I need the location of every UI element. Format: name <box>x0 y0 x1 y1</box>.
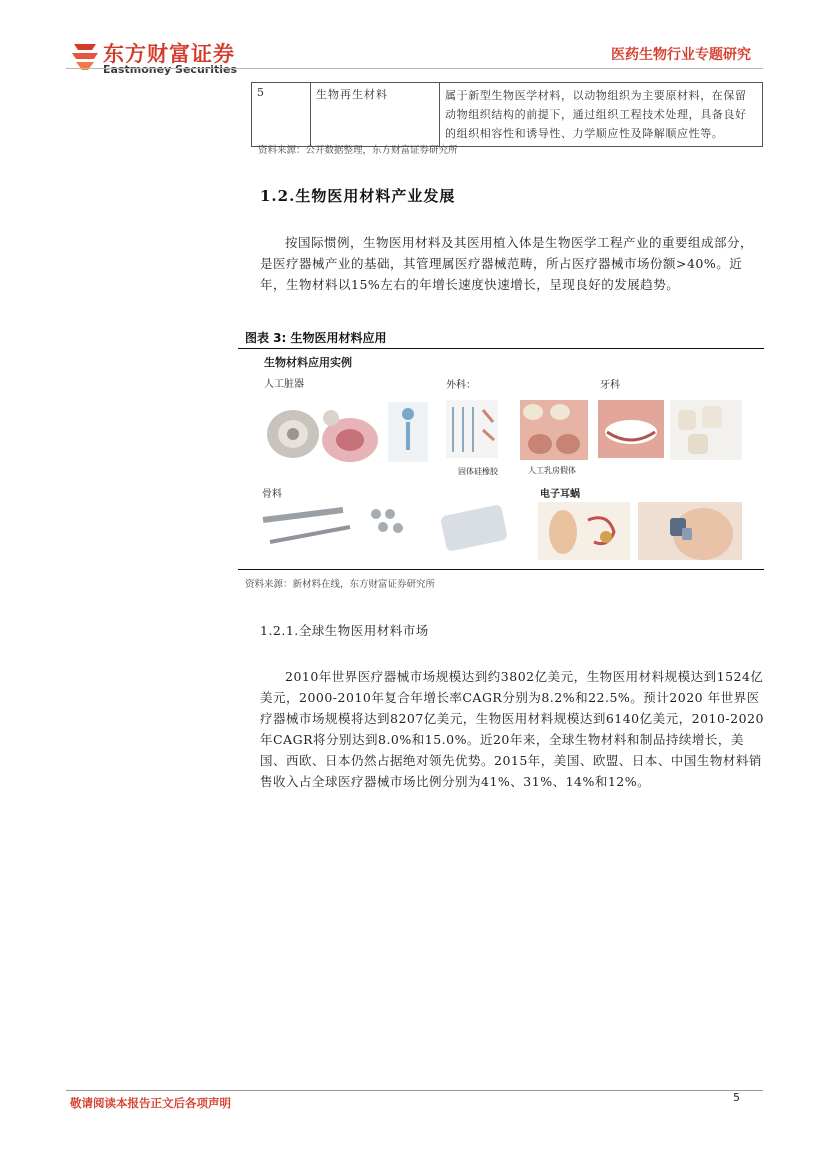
header-divider <box>66 68 763 69</box>
table-row <box>252 83 763 147</box>
label-breast: 人工乳房假体 <box>528 466 576 475</box>
footer-divider <box>66 1090 763 1091</box>
logo-text-en: Eastmoney Securities <box>103 63 238 76</box>
figure-bottom-rule <box>238 569 764 570</box>
figure-source: 资料来源：新材料在线，东方财富证券研究所 <box>245 579 436 590</box>
disclaimer-link[interactable]: 敬请阅读本报告正文后各项声明 <box>70 1096 231 1110</box>
label-surgery: 外科： <box>446 380 476 391</box>
table-source: 资料来源：公开数据整理，东方财富证券研究所 <box>258 145 458 156</box>
section-heading: 1.2.生物医用材料产业发展 <box>260 187 456 205</box>
paragraph-text: 按国际惯例，生物医用材料及其医用植入体是生物医学工程产业的重要组成部分，是医疗器械产业的基础，其管理属医疗器械范畴，所占医疗器械市场份额>40%。近年，生物材料以15%左右的年增长速度快速增长，呈现良好的发展趋势。 <box>260 235 754 292</box>
label-silicone: 固体硅橡胶 <box>458 467 498 476</box>
table-cell-no: 5 <box>252 83 311 147</box>
paragraph-text: 2010年世界医疗器械市场规模达到约3802亿美元，生物医用材料规模达到1524亿美元，2000-2010年复合年增长率CAGR分别为8.2%和22.5%。预计2020 年世界医疗器械市场规模将达到8207亿美元，生物医用材料规模达到6140亿美元，2010-2020年CAGR将分别达到8.0%和15.0%。近20年来，全球生物材料和制品持续增长，美国、西欧、日本仍然占据绝对领先优势。2015年，美国、欧盟、日本、中国生物材料销售收入占全球医疗器械市场比例分别为41%、31%、14%和12%。 <box>260 669 764 789</box>
company-logo <box>70 38 240 80</box>
subsection-heading: 1.2.1.全球生物医用材料市场 <box>260 623 429 638</box>
section-paragraph <box>260 232 765 295</box>
figure-top-rule <box>238 348 764 349</box>
materials-table <box>251 82 763 147</box>
label-ear: 电子耳蜗 <box>540 489 580 500</box>
page-number: 5 <box>733 1091 740 1104</box>
figure-title: 图表 3: 生物医用材料应用 <box>245 331 387 345</box>
logo-text-cn: 东方财富证券 <box>103 42 235 66</box>
table-cell-desc: 属于新型生物医学材料，以动物组织为主要原材料，在保留动物组织结构的前提下，通过组织工程技术处理，具备良好的组织相容性和诱导性、力学顺应性及降解顺应性等。 <box>440 83 763 147</box>
figure-collage <box>258 352 744 564</box>
report-type: 医药生物行业专题研究 <box>611 47 751 63</box>
subsection-paragraph <box>260 666 765 792</box>
breast-implant-picture <box>520 400 588 460</box>
cochlear-implant-picture <box>538 502 742 560</box>
figure-image-title: 生物材料应用实例 <box>264 356 352 369</box>
label-heart: 人工脏器 <box>264 379 304 390</box>
dental-picture <box>598 400 742 460</box>
label-dental: 牙科 <box>600 380 620 391</box>
figure-image <box>258 352 744 564</box>
table-cell-name: 生物再生材料 <box>311 83 440 147</box>
label-bone: 骨料 <box>262 489 282 500</box>
